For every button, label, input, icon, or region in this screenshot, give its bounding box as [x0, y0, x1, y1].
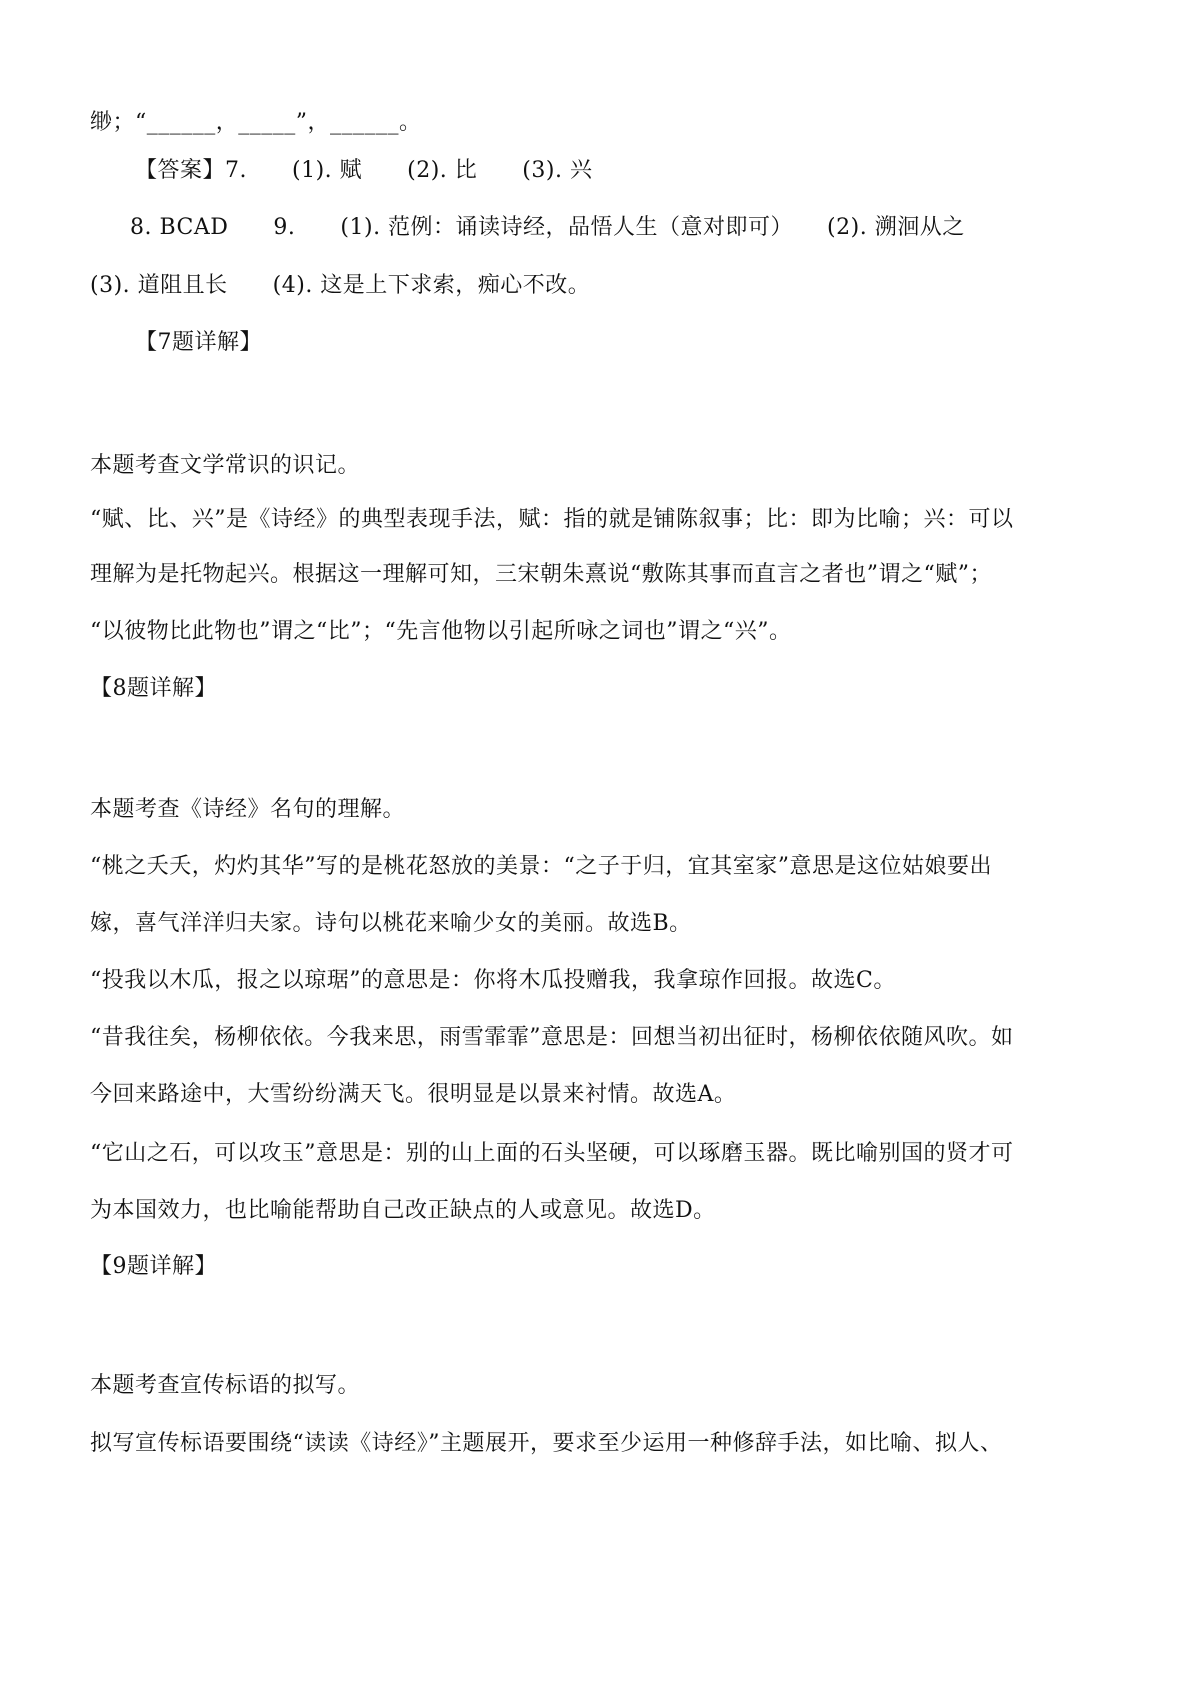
text-line-fill-blanks: 缈；“______，_____”，______。 — [90, 110, 422, 135]
paragraph-line: “赋、比、兴”是《诗经》的典型表现手法，赋：指的就是铺陈叙事；比：即为比喻；兴：可以 — [90, 507, 1014, 532]
answer-line-8-9: 8. BCAD 9. (1). 范例：诵读诗经，品悟人生（意对即可） (2). 溯洄从之 — [130, 215, 965, 240]
paragraph-line: “桃之夭夭，灼灼其华”写的是桃花怒放的美景：“之子于归，宜其室家”意思是这位姑娘要出 — [90, 854, 992, 879]
paragraph-line: 嫁，喜气洋洋归夫家。诗句以桃花来喻少女的美丽。故选B。 — [90, 911, 692, 936]
paragraph-line: “它山之石，可以攻玉”意思是：别的山上面的石头坚硬，可以琢磨玉器。既比喻别国的贤才可 — [90, 1141, 1014, 1166]
paragraph-line: 本题考查文学常识的识记。 — [90, 453, 361, 478]
paragraph-line: 理解为是托物起兴。根据这一理解可知，三宋朝朱熹说“敷陈其事而直言之者也”谓之“赋”； — [90, 562, 992, 587]
paragraph-line: “投我以木瓜，报之以琼琚”的意思是：你将木瓜投赠我，我拿琼作回报。故选C。 — [90, 968, 896, 993]
paragraph-line: 本题考查《诗经》名句的理解。 — [90, 797, 406, 822]
paragraph-line: 今回来路途中，大雪纷纷满天飞。很明显是以景来衬情。故选A。 — [90, 1082, 737, 1107]
paragraph-line: 为本国效力，也比喻能帮助自己改正缺点的人或意见。故选D。 — [90, 1198, 716, 1223]
paragraph-line: 拟写宣传标语要围绕“读读《诗经》”主题展开，要求至少运用一种修辞手法，如比喻、拟人、 — [90, 1431, 1003, 1456]
answer-line-9-cont: (3). 道阻且长 (4). 这是上下求索，痴心不改。 — [90, 273, 591, 298]
paragraph-line: “以彼物比此物也”谓之“比”；“先言他物以引起所咏之词也”谓之“兴”。 — [90, 619, 792, 644]
paragraph-line: 本题考查宣传标语的拟写。 — [90, 1373, 361, 1398]
section-heading-9: 【9题详解】 — [90, 1254, 217, 1279]
section-heading-8: 【8题详解】 — [90, 676, 217, 701]
answer-line-7: 【答案】7. (1). 赋 (2). 比 (3). 兴 — [135, 158, 593, 183]
section-heading-7: 【7题详解】 — [135, 330, 262, 355]
paragraph-line: “昔我往矣，杨柳依依。今我来思，雨雪霏霏”意思是：回想当初出征时，杨柳依依随风吹。如 — [90, 1025, 1014, 1050]
